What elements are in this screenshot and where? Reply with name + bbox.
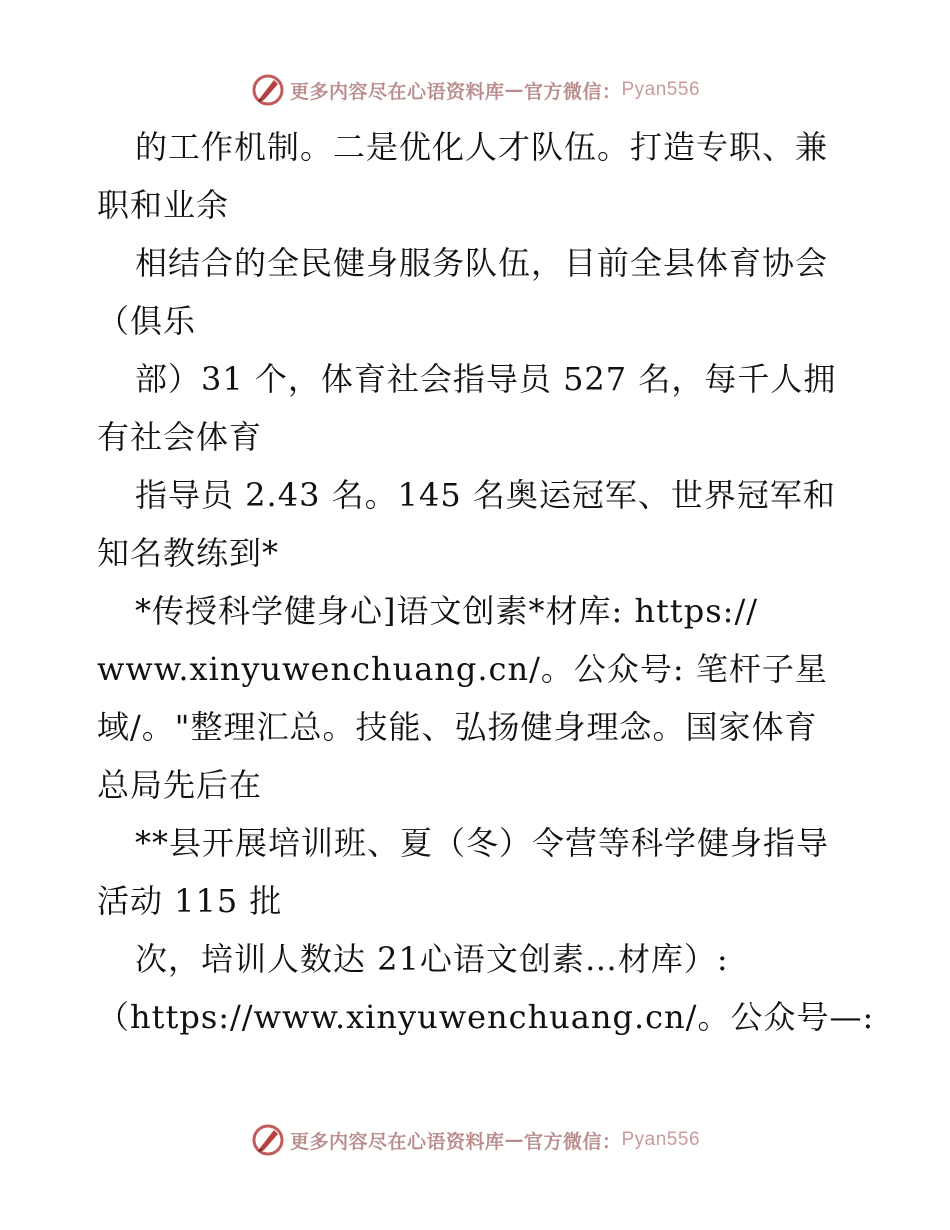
footer-banner [0, 1120, 950, 1160]
body-line: 次，培训人数达 21心语文创素…材库）: [135, 940, 729, 978]
body-line: 域/。"整理汇总。技能、弘扬健身理念。国家体育 [97, 708, 818, 746]
body-line: *传授科学健身心]语文创素*材库: https:// [135, 592, 759, 630]
pen-logo-icon [250, 1122, 286, 1158]
body-line: 职和业余 [97, 186, 230, 224]
banner-wechat-id: Pyan556 [621, 79, 701, 100]
body-line: **县开展培训班、夏（冬）令营等科学健身指导 [135, 824, 830, 862]
banner-wechat-label: 官方微信： [523, 80, 622, 103]
banner-wechat-id: Pyan556 [621, 1129, 701, 1150]
body-line: 有社会体育 [97, 418, 263, 456]
banner-main-text: 更多内容尽在心语资料库 [289, 80, 505, 103]
header-banner [0, 70, 950, 110]
body-line: 部）31 个，体育社会指导员 527 名，每千人拥 [135, 360, 837, 398]
body-line: 总局先后在 [97, 766, 263, 804]
body-line: 相结合的全民健身服务队伍，目前全县体育协会 [135, 244, 829, 282]
body-line: 知名教练到* [97, 534, 280, 572]
banner-wechat-label: 官方微信： [523, 1130, 622, 1153]
banner-dash: — [504, 1129, 524, 1151]
body-line: （俱乐 [97, 302, 197, 340]
body-line: www.xinyuwenchuang.cn/。公众号: 笔杆子星 [97, 650, 828, 688]
banner-dash: — [504, 79, 524, 101]
body-line: 的工作机制。二是优化人才队伍。打造专职、兼 [135, 128, 829, 166]
body-line: 活动 115 批 [97, 882, 283, 920]
document-body [97, 118, 875, 1046]
body-line: （https://www.xinyuwenchuang.cn/。公众号—: [97, 998, 875, 1036]
pen-logo-icon [250, 72, 286, 108]
banner-main-text: 更多内容尽在心语资料库 [289, 1130, 505, 1153]
body-line: 指导员 2.43 名。145 名奥运冠军、世界冠军和 [135, 476, 836, 514]
